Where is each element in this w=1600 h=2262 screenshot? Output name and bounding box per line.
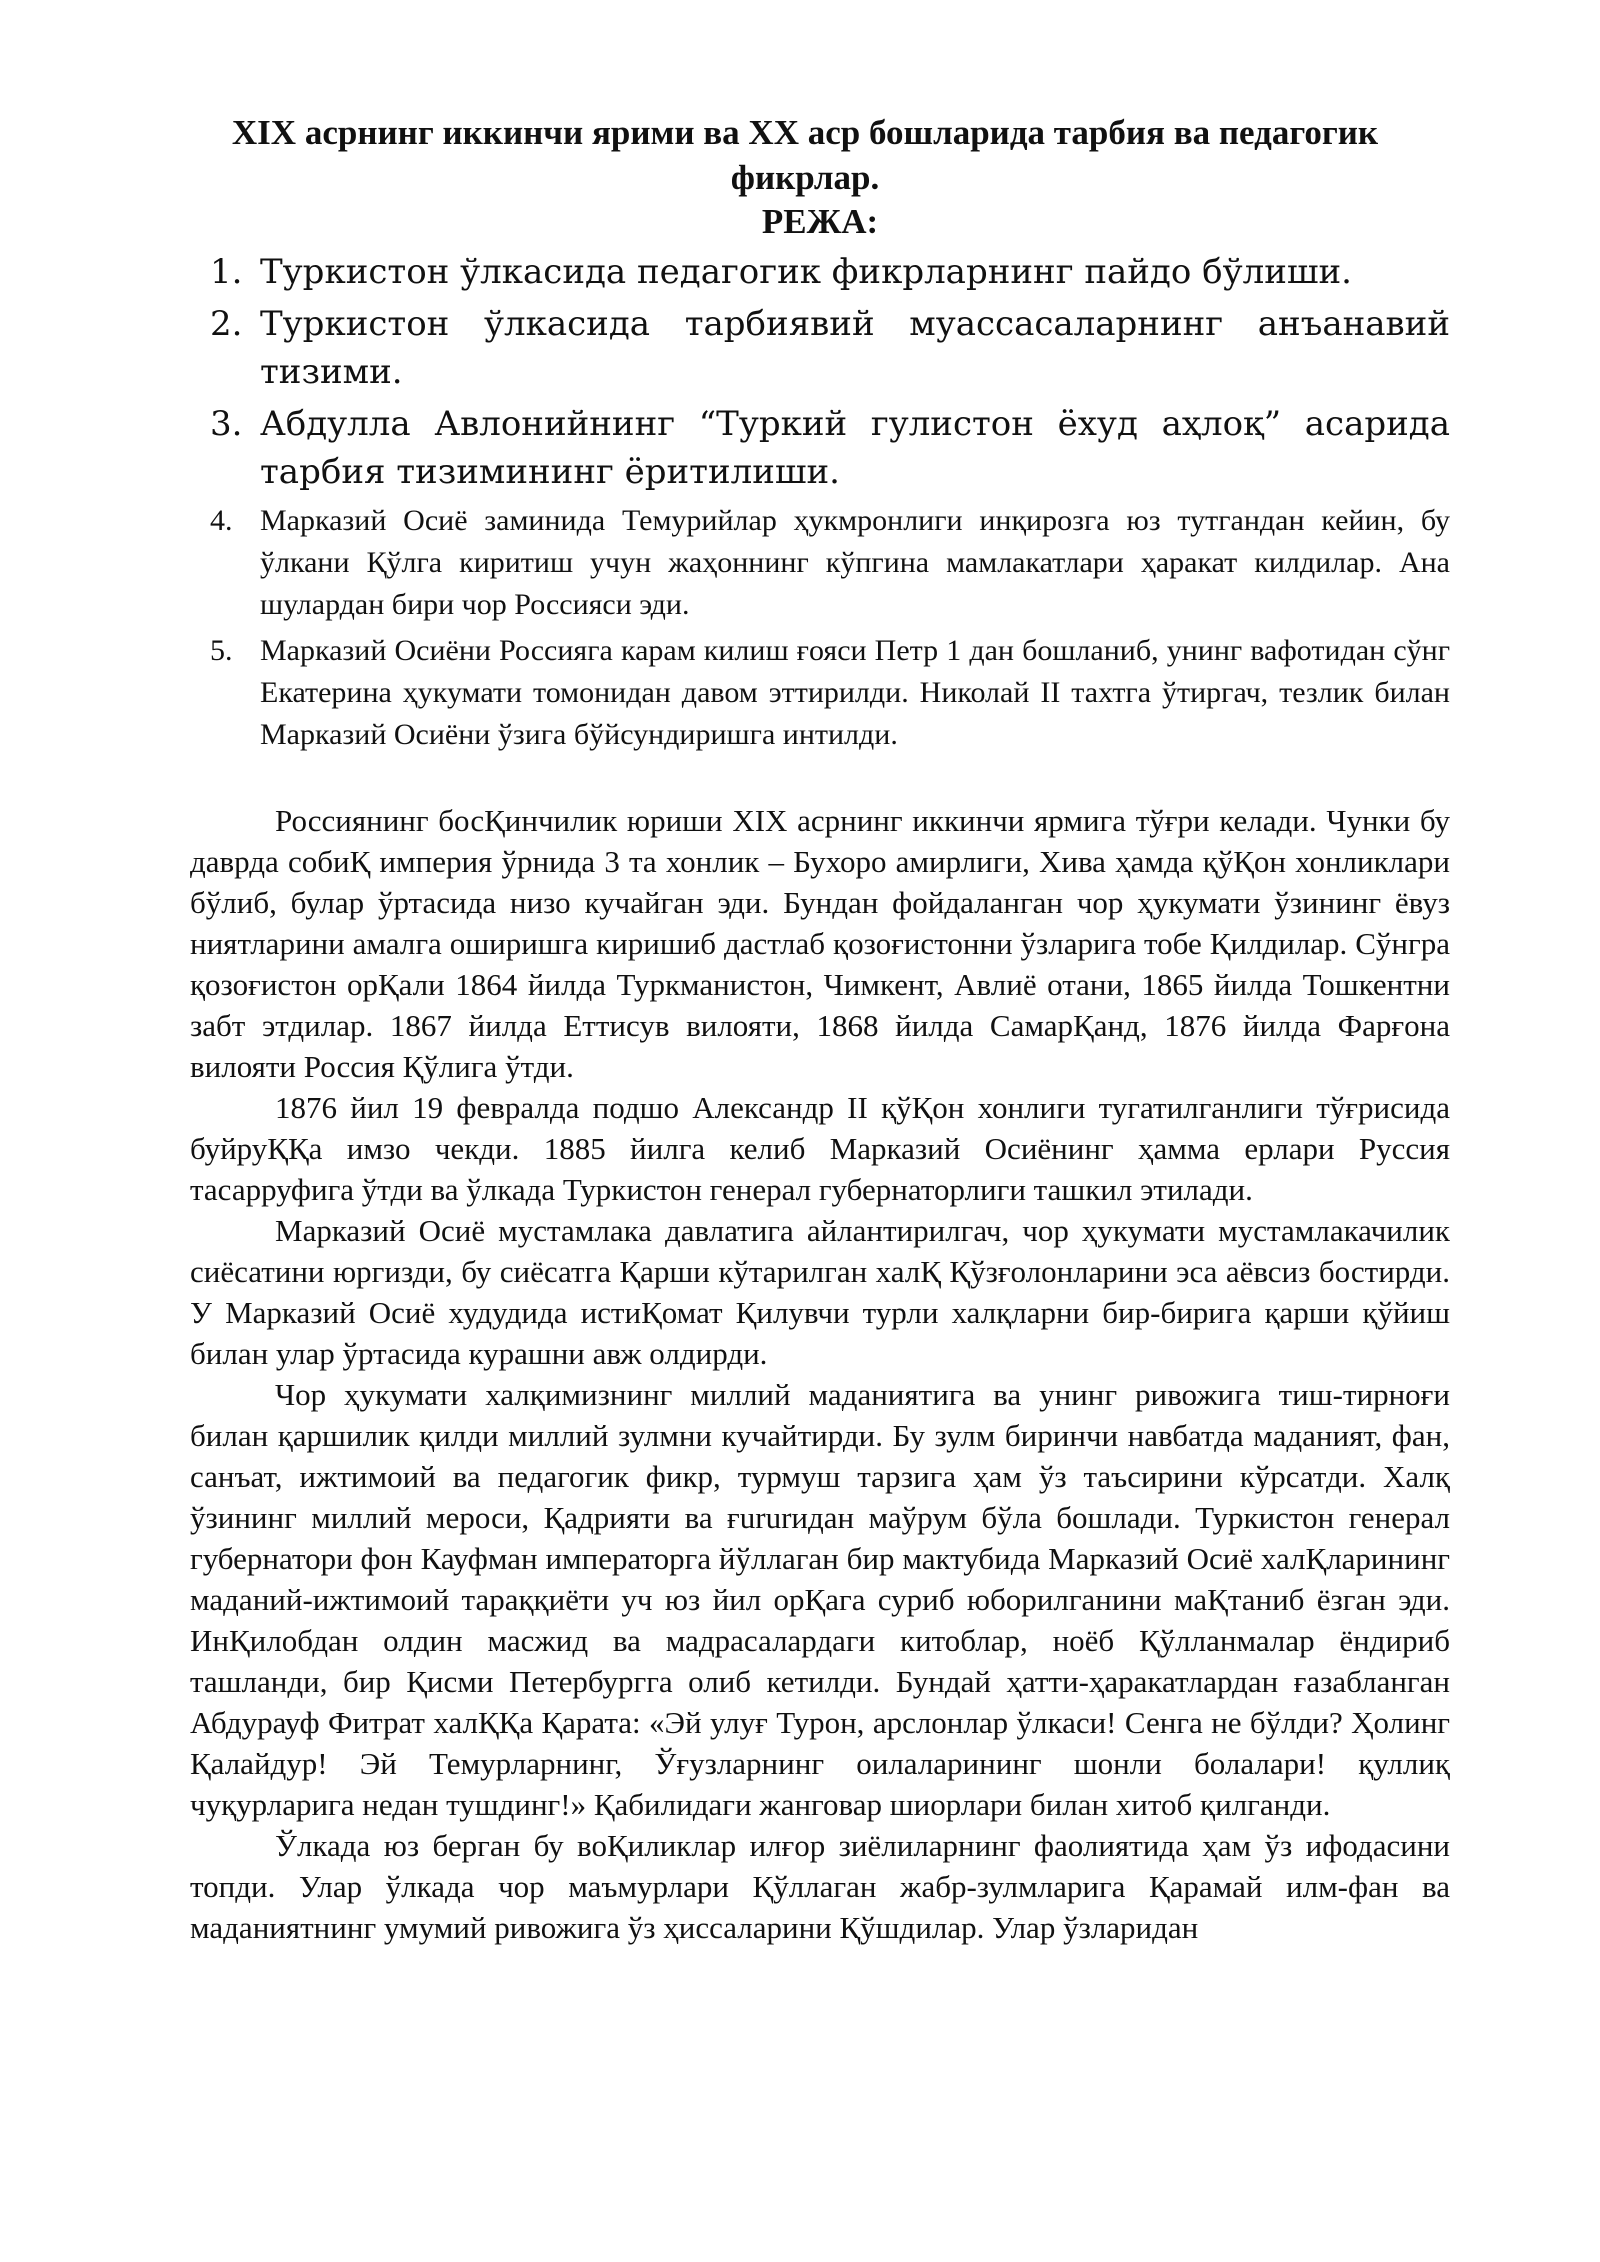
plan-item-number: 2. <box>210 304 243 344</box>
plan-item <box>190 500 1450 626</box>
plan-item-text: Марказий Осиёни Россияга карам килиш ғояси Петр 1 дан бошланиб, унинг вафотидан сўнг Екатерина ҳукумати томонидан давом эттирилди. Николай II тахтга ўтиргач, тезлик билан Марказий Осиёни ўзига бўйсундиришга интилди. <box>260 634 1450 751</box>
plan-item-number: 3. <box>210 404 243 444</box>
body-text <box>190 800 1450 1948</box>
plan-item <box>190 248 1450 296</box>
body-paragraph: Россиянинг босҚинчилик юриши XIX асрнинг иккинчи ярмига тўғри келади. Чунки бу даврда собиҚ империя ўрнида 3 та хонлик – Бухоро амирлиги, Хива ҳамда қўҚон хонликлари бўлиб, булар ўртасида низо кучайган эди. Бундан фойдаланган чор ҳукумати ўзининг ёвуз ниятларини амалга оширишга киришиб дастлаб қозоғистонни ўзларига тобе Қилдилар. Сўнгра қозоғистон орҚали 1864 йилда Туркманистон, Чимкент, Авлиё отани, 1865 йилда Тошкентни забт этдилар. 1867 йилда Еттисув вилояти, 1868 йилда СамарҚанд, 1876 йилда Фарғона вилояти Россия Қўлига ўтди. <box>190 803 1450 1084</box>
body-paragraph: Ўлкада юз берган бу воҚиликлар илғор зиёлиларнинг фаолиятида ҳам ўз ифодасини топди. Улар ўлкада чор маъмурлари Қўллаган жабр-зулмларига Қарамай илм-фан ва маданиятнинг умумий ривожига ўз ҳиссаларини Қўшдилар. Улар ўзларидан <box>190 1828 1450 1945</box>
plan-item-number: 5. <box>210 634 233 667</box>
plan-item-text: Абдулла Авлонийнинг “Туркий гулистон ёхуд аҳлоқ” асарида тарбия тизимининг ёритилиши. <box>260 404 1450 492</box>
plan-item <box>190 300 1450 396</box>
body-paragraph: Чор ҳукумати халқимизнинг миллий маданиятига ва унинг ривожига тиш-тирноғи билан қаршилик қилди миллий зулмни кучайтирди. Бу зулм биринчи навбатда маданият, фан, санъат, ижтимоий ва педагогик фикр, турмуш тарзига ҳам ўз таъсирини кўрсатди. Халқ ўзининг миллий мероси, Қадрияти ва ғururидан маўрум бўла бошлади. Туркистон генерал губернатори фон Кауфман императорга йўллаган бир мактубида Марказий Осиё халҚларининг маданий-ижтимоий тараққиёти уч юз йил орҚага суриб юборилганини маҚтаниб ёзган эди. ИнҚилобдан олдин масжид ва мадрасалардаги китоблар, ноёб Қўлланмалар ёндириб ташланди, бир Қисми Петербургга олиб кетилди. Бундай ҳатти-ҳаракатлардан ғазабланган Абдурауф Фитрат халҚҚа Қарата: «Эй улуғ Турон, арслонлар ўлкаси! Сенга не бўлди? Ҳолинг Қалайдур! Эй Темурларнинг, Ўғузларнинг оилаларининг шонли болалари! қуллиқ чуқурларига недан тушдинг!» Қабилидаги жанговар шиорлари билан хитоб қилганди. <box>190 1377 1450 1822</box>
plan-list <box>190 248 1450 756</box>
plan-item <box>190 630 1450 756</box>
plan-heading: РЕЖА: <box>761 202 879 241</box>
plan-item-number: 4. <box>210 504 233 537</box>
document-title: XIX асрнинг иккинчи ярими ва XX аср бошларида тарбия ва педагогик фикрлар. <box>231 113 1379 197</box>
body-paragraph: 1876 йил 19 февралда подшо Александр II қўҚон хонлиги тугатилганлиги тўғрисида буйруҚҚа имзо чекди. 1885 йилга келиб Марказий Осиёнинг ҳамма ерлари Руссия тасарруфига ўтди ва ўлкада Туркистон генерал губернаторлиги ташкил этилади. <box>190 1090 1450 1207</box>
document-page <box>190 110 1450 1948</box>
plan-item-text: Туркистон ўлкасида педагогик фикрларнинг пайдо бўлиши. <box>260 252 1352 292</box>
plan-item-text: Марказий Осиё заминида Темурийлар ҳукмронлиги инқирозга юз тутгандан кейин, бу ўлкани Қўлга киритиш учун жаҳоннинг кўпгина мамлакатлари ҳаракат килдилар. Ана шулардан бири чор Россияси эди. <box>260 504 1450 621</box>
plan-item <box>190 400 1450 496</box>
plan-item-number: 1. <box>210 252 243 292</box>
body-paragraph: Марказий Осиё мустамлака давлатига айлантирилгач, чор ҳукумати мустамлакачилик сиёсатини юргизди, бу сиёсатга Қарши кўтарилган халҚ Қўзғолонларини эса аёвсиз бостирди. У Марказий Осиё худудида истиҚомат Қилувчи турли халқларни бир-бирига қарши қўйиш билан улар ўртасида курашни авж олдирди. <box>190 1213 1450 1371</box>
plan-item-text: Туркистон ўлкасида тарбиявий муассасаларнинг анъанавий тизими. <box>260 304 1450 392</box>
